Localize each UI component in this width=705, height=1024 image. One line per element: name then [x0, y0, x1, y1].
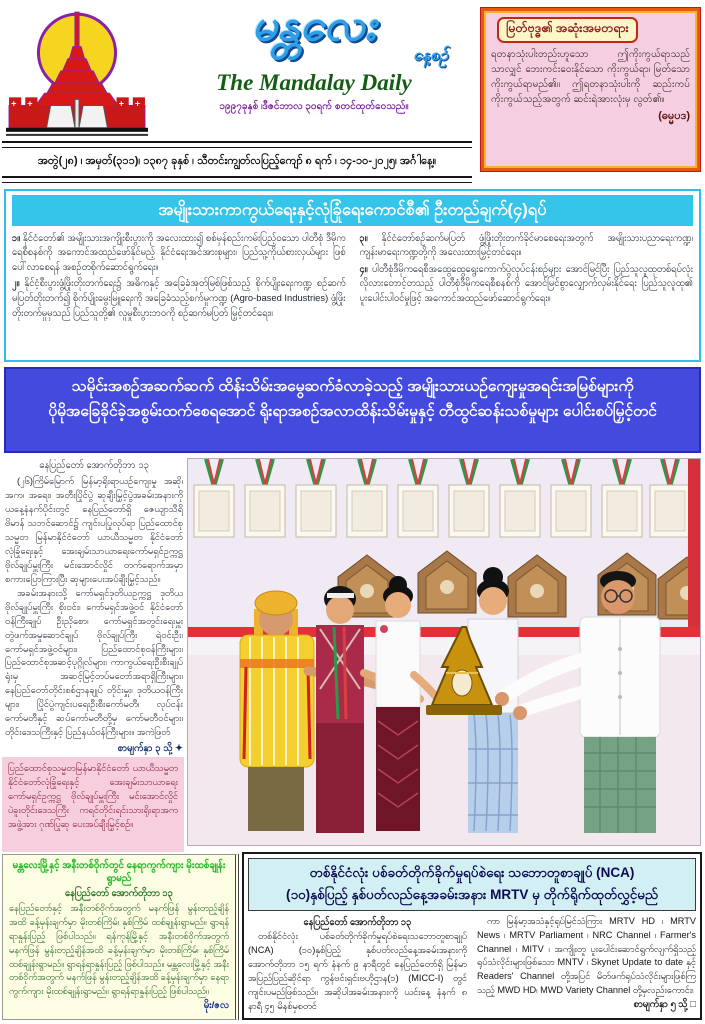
svg-text:+: +	[27, 98, 33, 109]
rule-top	[2, 141, 472, 148]
weather-forecast-box	[2, 854, 239, 1020]
quote-box-title: မြတ်ဗုဒ္ဓ၏ အဆုံးအမတရား	[497, 17, 638, 43]
issue-dateline: အတွဲ(၂၈) ၊ အမှတ်(၃၁၁)၊ ၁၃၈၇ ခုနှစ် ၊ သီတင်းကျွတ်လပြည့်ကျော် ၈ ရက် ၊ ၁၄-၁၀-၂၀၂၅၊ အင်္ဂါနေ့။	[37, 155, 437, 167]
story-continuation-note: စာမျက်နှာ ၃ သို့ ✦	[117, 743, 183, 755]
svg-text:+: +	[134, 98, 141, 109]
directive-item	[360, 262, 694, 306]
masthead-title-burmese: မန္တလေး	[251, 4, 377, 50]
nca-headline-line1: တစ်နိုင်ငံလုံး ပစ်ခတ်တိုက်ခိုက်မှုရပ်စဲရေး သဘောတူစာချုပ် (NCA)	[309, 865, 635, 880]
directive-text: နိုင်ငံ့စီးပွားဖွံ့ဖြိုးတိုးတက်ရေး၌ အဓိကနှင့် အခြေခံအုတ်မြစ်ဖြစ်သည့် စိုက်ပျိုးရေးကဏ္ဍ စဉ်ဆက်မပြတ်တိုးတက်၍ စိုက်ပျိုးမွေးမြူရေးကို အခြေခံသည့်စက်မှုကဏ္ဍ (Agro-based Industries) ဖွံ့ဖြိုးတိုးတက်မှုမှသည် ပြည်သူတို့၏ လူမှုစီးပွားဘဝကို စဉ်ဆက်မပြတ် မြှင့်တင်ရေး။	[12, 277, 346, 318]
weather-signature: မိုး/ဇလ	[203, 1000, 229, 1012]
main-story-body	[5, 459, 183, 755]
story-dateline: နေပြည်တော် အောက်တိုဘာ ၁၃	[39, 460, 149, 471]
story-paragraph-1: (၂၆)ကြိမ်မြောက် မြန်မာ့ရိုးရာယဉ်ကျေးမှု အဆို၊ အက၊ အရေး၊ အတီးပြိုင်ပွဲ ဆုချီးမြှင့်ပွဲအခမ်းအနားကို ယနေ့နံနက်ပိုင်းတွင် နေပြည်တော်ရှိ ဇေယျာသီရိ ဗိမာန် သဘင်ဆောင်၌ ကျင်းပပြုလုပ်ရာ ပြည်ထောင်စုသမ္မတ မြန်မာနိုင်ငံတော် ယာယီသမ္မတ နိုင်ငံတော်လုံခြုံရေးနှင့် အေးချမ်းသာယာရေးကော်မရှင်ဥက္ကဋ္ဌ ဗိုလ်ချုပ်မှူးကြီး မင်းအောင်လှိုင် တက်ရောက်အမှာစကားပြောကြားပြီး ဆုများပေးအပ်ချီးမြှင့်သည်။	[5, 476, 183, 584]
nca-column-left	[248, 915, 467, 1014]
nca-headline-line2: (၁၀)နှစ်ပြည့် နှစ်ပတ်လည်နေ့အခမ်းအနား MRTV မှ တိုက်ရိုက်ထုတ်လွှင့်မည်	[285, 887, 659, 903]
directive-number: ၄။	[359, 262, 368, 274]
mandalay-palace-logo-icon	[6, 6, 148, 138]
main-story-headline	[4, 367, 701, 453]
directive-item	[12, 276, 346, 320]
quote-box-attribution: (ဓမ္မပဒ)	[658, 110, 690, 122]
directive-number: ၂။	[12, 277, 20, 289]
photo-caption-box: ပြည်ထောင်စုသမ္မတမြန်မာနိုင်ငံတော် ယာယီသမ္မတ နိုင်ငံတော်လုံခြုံရေးနှင့် အေးချမ်းသာယာရေး ကော်မရှင်ဥက္ကဋ္ဌ ဗိုလ်ချုပ်မှူးကြီး မင်းအောင်လှိုင် ပဲခူးတိုင်းဒေသကြီး ကရင်တိုင်းရင်းသားရိုးရာအက အဖွဲ့အား ဂုဏ်ပြုဆု ပေးအပ်ချီးမြှင့်စဉ်။	[2, 757, 184, 852]
nca-headline	[248, 858, 696, 911]
main-headline-line2: ပိုမိုအခြေခိုင်ခဲ့အစွမ်းထက်စေရအောင် ရိုးရာအစဉ်အလာထိန်းသိမ်းမှုနှင့် တီထွင်ဆန်းသစ်မှုများ ပေါင်းစပ်မြှင့်တင်	[48, 402, 657, 420]
masthead-founded-line: ၁၉၉၇ခုနှစ် ၊ဒီဇင်ဘာလ ၃၀ရက် စတင်ထုတ်ဝေသည်။	[219, 101, 409, 112]
nca-left-text: တစ်နိုင်ငံလုံး ပစ်ခတ်တိုက်ခိုက်မှုရပ်စဲရေးသဘောတူစာချုပ် (NCA) (၁၀)နှစ်ပြည့် နှစ်ပတ်လည်နေ့အခမ်းအနားကို အောက်တိုဘာ ၁၅ ရက် နံနက် ၉ နာရီတွင် နေပြည်တော်ရှိ မြန်မာအပြည်ပြည်ဆိုင်ရာ ကွန်ဗင်းရှင်းဗဟိုဌာန(၁) (MICC-I) တွင် ကျင်းပမည်ဖြစ်သည်။ အဆိုပါအခမ်းအနားကို ယင်းနေ့ နံနက် ၈ နာရီ ၄၅ မိနစ်မှစတင်	[248, 930, 467, 1011]
weather-dateline: နေပြည်တော် အောက်တိုဘာ ၁၃	[64, 887, 174, 899]
directives-list	[12, 231, 693, 320]
nca-column-right	[477, 915, 696, 1014]
nca-right-text: ကာ မြန်မာ့အသံနှင့်ရုပ်မြင်သံကြား MRTV HD ၊ MRTV News ၊ MRTV Parliament ၊ NRC Channel ၊ Farmer's Channel ၊ MITV ၊ အကျိုးတူ ပူးပေါင်းဆောင်ရွက်လျက်ရှိသည့် ရုပ်သံလိုင်းများဖြစ်သော MNTV ၊ Skynet Update to date နှင့် Readers' Channel တို့အပြင် မိတ်ဖက်ရုပ်သံလိုင်းများဖြစ်ကြသည့် MWD HD၊ MWD Variety Channel တို့မှလည်းကောင်း၊	[477, 915, 696, 996]
svg-text:+: +	[118, 98, 124, 109]
directive-item	[360, 231, 694, 260]
council-directives-box	[4, 189, 701, 362]
directive-text: နိုင်ငံတော်စဉ်ဆက်မပြတ် ဖွံ့ဖြိုးတိုးတက်ခိုင်မာစေရေးအတွက် အမျိုးသားပညာရေးကဏ္ဍ၊ ကျန်းမာရေးကဏ္ဍတို့ကို အလေးထားမြှင့်တင်ရေး။	[359, 231, 694, 258]
directive-item	[12, 231, 346, 275]
svg-text:+: +	[11, 98, 17, 109]
masthead-title-suffix: နေ့စဉ်	[413, 47, 448, 64]
quote-box-body: ရတနာသုံးပါးတည်းဟူသော ဤကိုးကွယ်ရာသည် သာလျှင် ဘေးကင်းဝေးနိုင်သော ကိုးကွယ်ရာ၊ မြတ်သော ကိုးကွယ်ရာမည်၏။ ဤရတနာသုံးပါးကို ဆည်းကပ်ကိုးကွယ်သည့်အတွက် ဆင်းရဲအားလုံးမှ လွတ်၏။	[491, 49, 690, 105]
main-headline-line1: သမိုင်းအစဉ်အဆက်ဆက် ထိန်းသိမ်းအမွေဆက်ခံလာခဲ့သည့် အမျိုးသားယဉ်ကျေးမှုအရင်းအမြစ်များကို	[71, 378, 634, 395]
nca-dateline: နေပြည်တော် အောက်တိုဘာ ၁၃	[303, 915, 412, 927]
directive-number: ၁။	[12, 231, 21, 243]
directive-text: ပါတီစုံဒီမိုကရေစီအထွေထွေရွေးကောက်ပွဲလုပ်ငန်းစဉ်များ အောင်မြင်ပြီး ပြည်သူလူထုတစ်ရပ်လုံး လိုလားတောင့်တသည့် ပါတီစုံဒီမိုကရေစီစနစ်ကို အောင်မြင်စွာလျှောက်လှမ်းနိုင်ရေး ပြည်သူလူထု၏ ပူးပေါင်းပါဝင်မှုဖြင့် အကောင်အထည်ဖော်ဆောင်ရွက်ရေး။	[359, 262, 693, 303]
directive-text: နိုင်ငံတော်၏ အမျိုးသားအကျိုးစီးပွားကို အလေးထား၍ စစ်မှန်စည်းကမ်းပြည့်ဝသော ပါတီစုံ ဒီမိုကရေစီစနစ်ကို အကောင်အထည်ဖော်နိုင်မည့် နိုင်ငံရေးအင်အားစုများ၊ ပြည်သူ့ကိုယ်စားလှယ်များ ဖြစ်ပေါ်လာစေရန် အစဉ်တစိုက်ဆောင်ရွက်ရေး။	[12, 231, 346, 272]
award-ceremony-photo	[187, 458, 701, 846]
buddhist-quote-box	[481, 8, 700, 171]
directives-headline: အမျိုးသားကာကွယ်ရေးနှင့်လုံခြုံရေးကောင်စီ၏ ဦးတည်ချက်(၄)ရပ်	[12, 195, 693, 226]
masthead-title-english: The Mandalay Daily	[216, 70, 412, 95]
nca-columns	[248, 915, 696, 1014]
weather-headline: မန္တလေးမြို့နှင့် အနီးတစ်ဝိုက်တွင် နေရာကွက်ကျား မိုးထစ်ချုန်းရွာမည်	[12, 860, 226, 885]
directive-number: ၃။	[359, 231, 368, 243]
nca-story-box	[242, 852, 702, 1020]
masthead	[150, 4, 478, 140]
weather-body: နေပြည်တော်နှင့် အနီးတစ်ဝိုက်အတွက် မနက်ဖြန် မွန်းတည့်ချိန်အထိ ခန့်မှန်းချက်မှာ မိုးတစ်ကြိမ်၊ နှစ်ကြိမ် ထစ်ချုန်းရွာမည်။ ရွာရန်ရာနှုန်းပြည့် ဖြစ်ပါသည်။ ရန်ကုန်မြို့နှင့် အနီးတစ်ဝိုက်အတွက် မနက်ဖြန် မွန်းတည့်ချိန်အထိ ခန့်မှန်းချက်မှာ မိုးတစ်ကြိမ်၊ နှစ်ကြိမ် ထစ်ချုန်းရွာမည်။ ရွာရန်ရာနှုန်းပြည့် ဖြစ်ပါသည်။ မန္တလေးမြို့နှင့် အနီးတစ်ဝိုက်အတွက် မနက်ဖြန် မွန်းတည့်ချိန်အထိ ခန့်မှန်းချက်မှာ နေရာကွက်ကျား မိုးထစ်ချုန်းရွာမည်။ ရွာရန်ရာနှုန်းပြည့် ဖြစ်ပါသည်။	[9, 903, 229, 997]
story-paragraph-2: အခမ်းအနားသို့ ကော်မရှင်ဒုတိယဥက္ကဋ္ဌ ဒုတိယဗိုလ်ချုပ်မှူးကြီး စိုးဝင်း၊ ကော်မရှင်အဖွဲ့ဝင် နိုင်ငံတော်ဝန်ကြီးချုပ် ဦးညိုစော၊ ကော်မရှင်အတွင်းရေးမှူး တွဲဖက်အမှုဆောင်ချုပ် ဗိုလ်ချုပ်ကြီး ရဲဝင်းဦး၊ ကော်မရှင်အဖွဲ့ဝင်များ၊ ပြည်ထောင်စုဝန်ကြီးများ၊ ပြည်ထောင်စုအဆင့်ပုဂ္ဂိုလ်များ၊ ကာကွယ်ရေးဦးစီးချုပ်ရုံးမှ အဆင့်မြင့်တပ်မတော်အရာရှိကြီးများ၊ နေပြည်တော်တိုင်းစစ်ဌာနချုပ် တိုင်းမှူး၊ ဒုတိယဝန်ကြီးများ၊ ပြိုင်ပွဲကျင်းပရေးဦးစီးကော်မတီ၊ လုပ်ငန်းကော်မတီနှင့် ဆပ်ကော်မတီတို့မှ ကော်မတီဝင်များ၊ တိုင်းဒေသကြီးနှင့် ပြည်နယ်ဝန်ကြီးများ။ အကဲဖြတ်	[5, 587, 183, 738]
rule-bottom	[2, 176, 472, 183]
issue-dateline-block	[2, 141, 472, 183]
nca-continuation-note: စာမျက်နှာ ၅ သို့ □	[633, 999, 696, 1011]
